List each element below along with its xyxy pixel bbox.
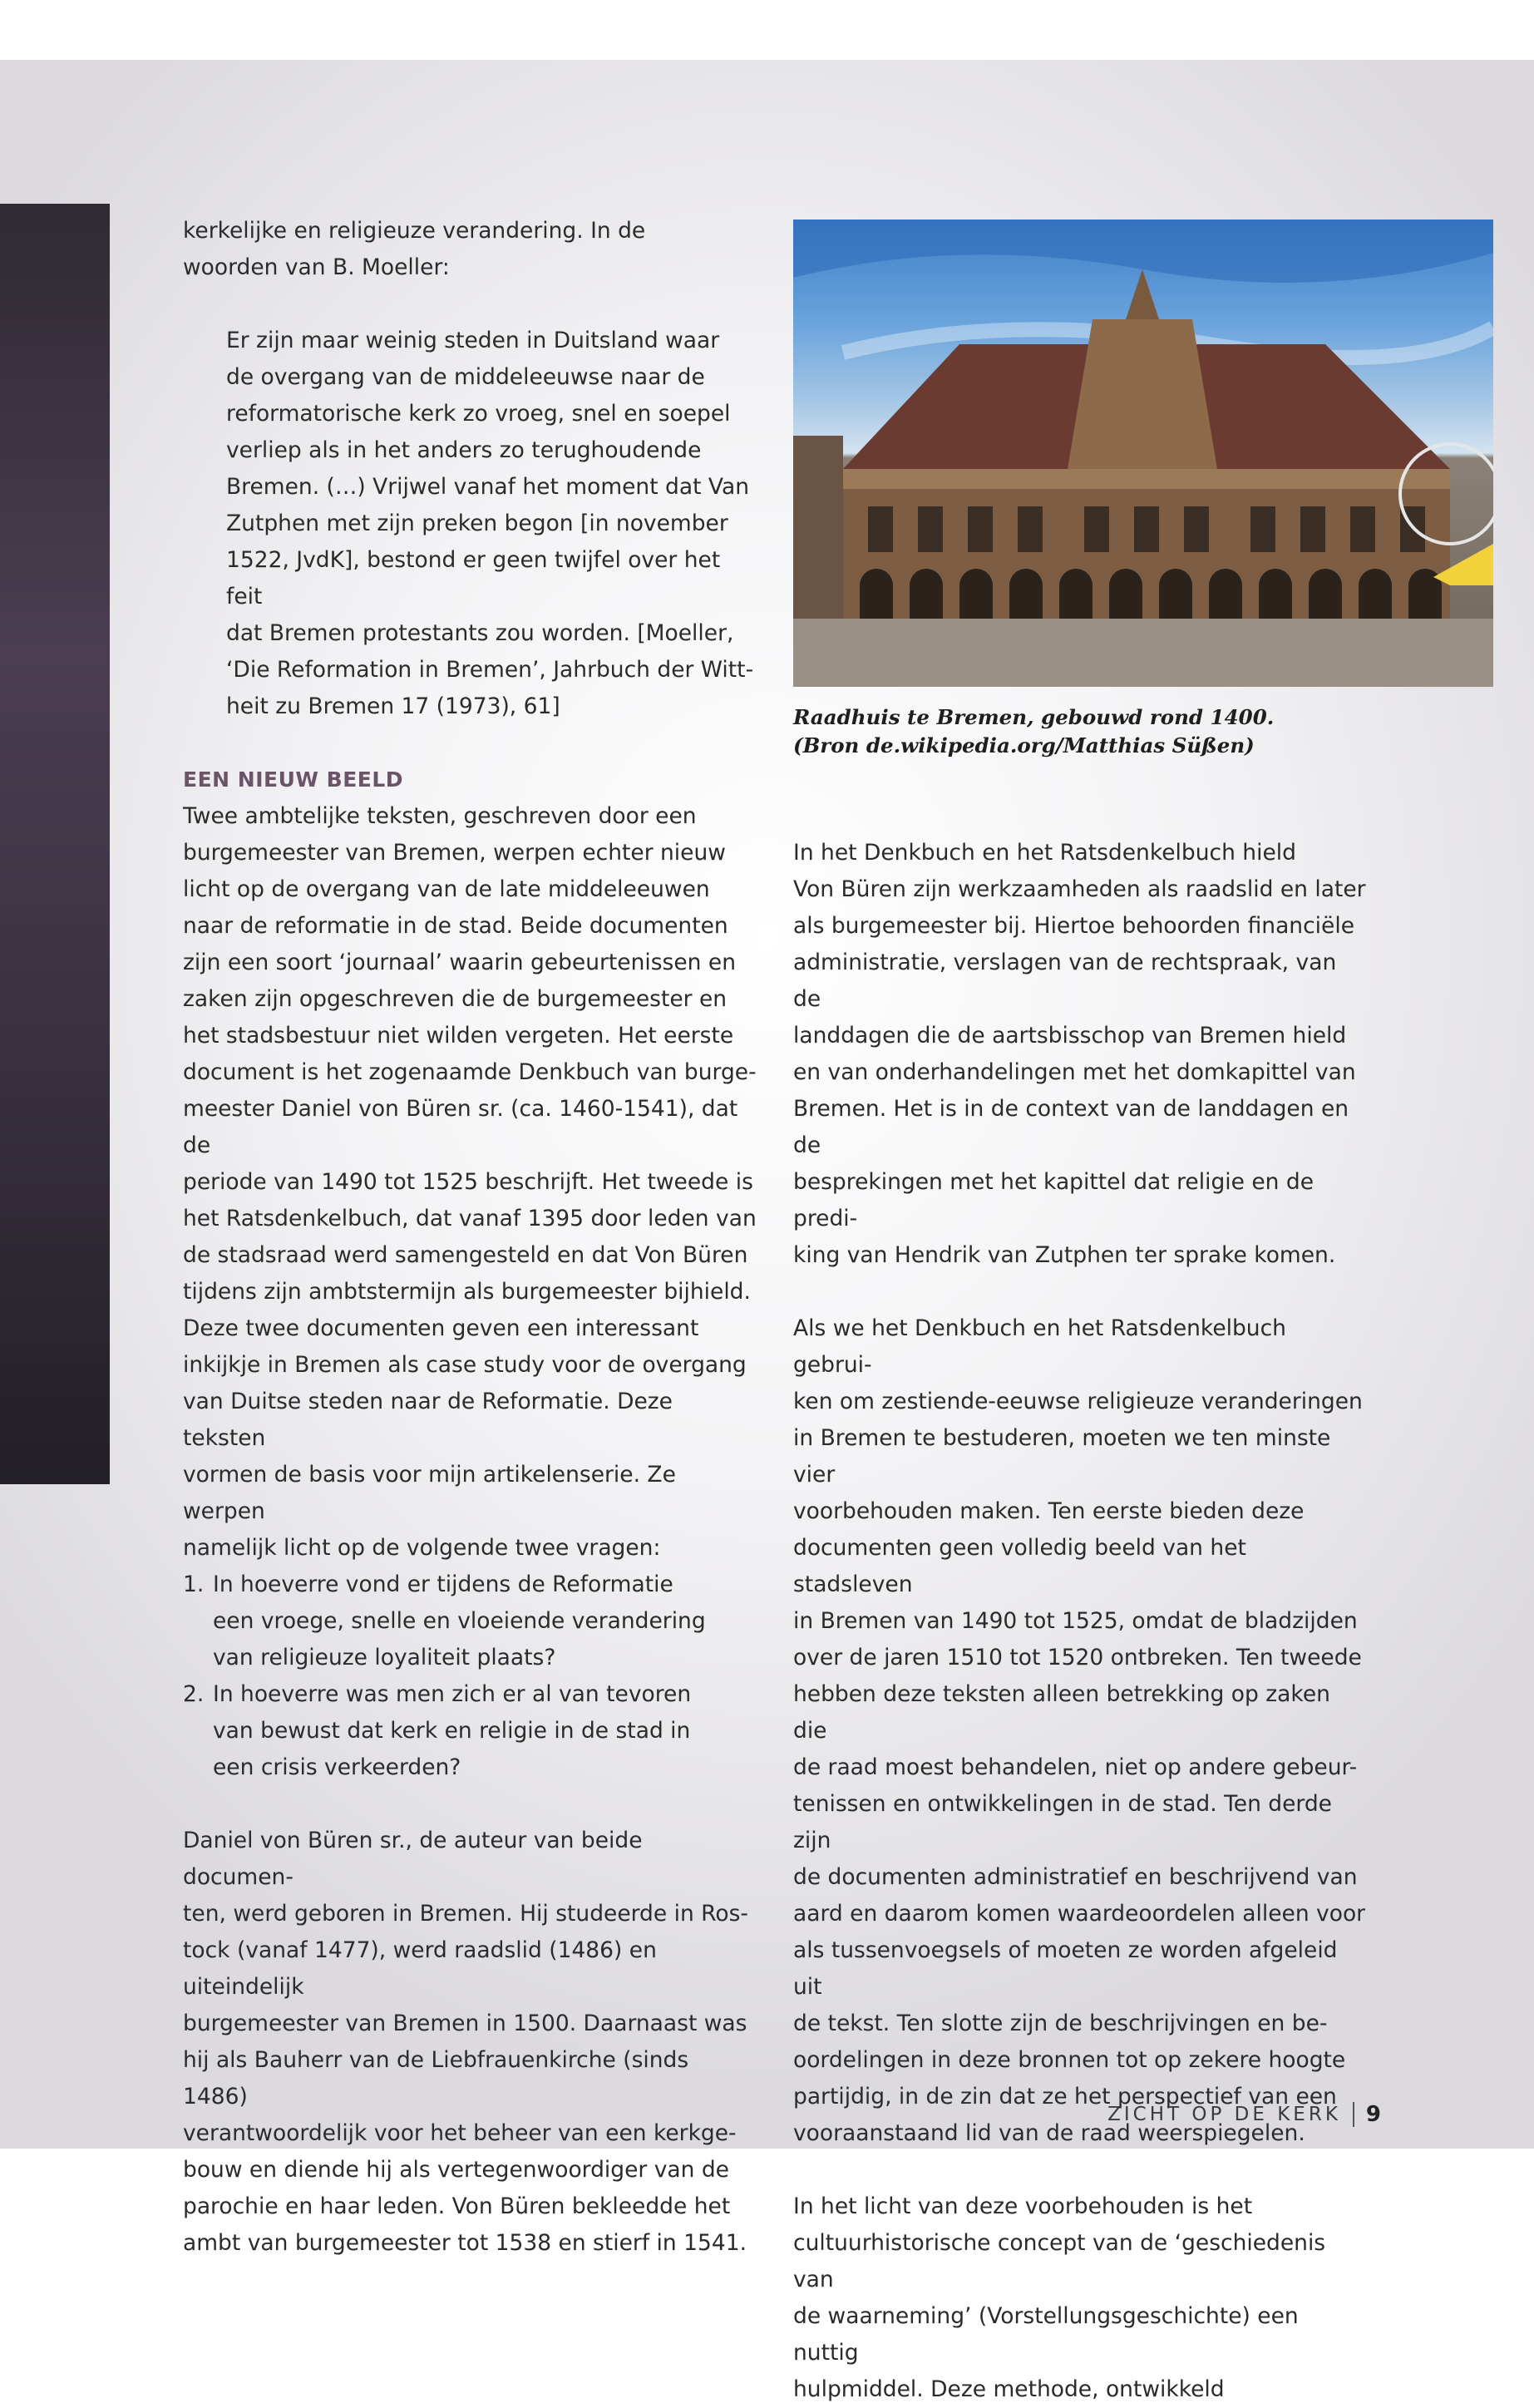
text-line: tijdens zijn ambtstermijn als burgemeester bijhield. [183,1279,751,1305]
text-line: het stadsbestuur niet wilden vergeten. Het eerste [183,1023,734,1049]
text-line: de tekst. Ten slotte zijn de beschrijvingen en be- [793,2011,1328,2036]
caption-line: Raadhuis te Bremen, gebouwd rond 1400. [793,705,1275,729]
text-line: parochie en haar leden. Von Büren bekleedde het [183,2193,731,2219]
text-line: Von Büren zijn werkzaamheden als raadslid en later [793,876,1366,902]
text-line: Deze twee documenten geven een interessant [183,1315,699,1341]
text-line: documenten geen volledig beeld van het stadsleven [793,1535,1246,1597]
quote-line: verliep als in het anders zo terughoudende [226,437,702,463]
text-line: de stadsraad werd samengesteld en dat Von Büren [183,1242,748,1268]
list-item [183,1676,757,1786]
text-line: document is het zogenaamde Denkbuch van burge- [183,1059,757,1085]
body-paragraph [183,798,757,1567]
quote-line: de overgang van de middeleeuwse naar de [226,364,705,390]
right-column [793,835,1367,2408]
text-line: voorbehouden maken. Ten eerste bieden deze [793,1498,1305,1524]
text-line: verantwoordelijk voor het beheer van een kerkge- [183,2120,737,2146]
text-line: ten, werd geboren in Bremen. Hij studeerde in Ros- [183,1901,748,1927]
text-line: cultuurhistorische concept van de ‘geschiedenis van [793,2230,1326,2292]
text-line: als tussenvoegsels of moeten ze worden afgeleid uit [793,1937,1338,2000]
quote-line: ‘Die Reformation in Bremen’, Jahrbuch der Witt- [226,657,754,683]
text-line: Bremen. Het is in de context van de landdagen en de [793,1096,1349,1158]
text-line: In het Denkbuch en het Ratsdenkelbuch hield [793,840,1296,866]
text-line: hij als Bauherr van de Liebfrauenkirche (sinds 1486) [183,2047,689,2109]
text-line: in Bremen te bestuderen, moeten we ten minste vier [793,1425,1331,1488]
quote-line: heit zu Bremen 17 (1973), 61] [226,693,560,719]
text-line: als burgemeester bij. Hiertoe behoorden financiële [793,913,1354,939]
text-line: namelijk licht op de volgende twee vragen: [183,1535,661,1561]
body-paragraph [183,1823,757,2262]
body-paragraph [793,2188,1367,2408]
text-line: een crisis verkeerden? [213,1754,461,1780]
list-item [183,1567,757,1676]
text-line: burgemeester van Bremen, werpen echter nieuw [183,840,726,866]
text-line: de raad moest behandelen, niet op andere gebeur- [793,1754,1358,1780]
body-paragraph [793,1310,1367,2152]
block-quote [183,323,757,725]
text-line: In hoeverre was men zich er al van tevoren [213,1681,692,1707]
text-line: king van Hendrik van Zutphen ter sprake komen. [793,1242,1336,1268]
text-line: de documenten administratief en beschrijvend van [793,1864,1358,1890]
quote-line: dat Bremen protestants zou worden. [Moeller, [226,620,734,646]
text-line: ambt van burgemeester tot 1538 en stierf in 1541. [183,2230,747,2256]
quote-line: 1522, JvdK], bestond er geen twijfel over het feit [226,547,721,609]
page-number: 9 [1365,2102,1381,2127]
text-line: landdagen die de aartsbisschop van Bremen hield [793,1023,1347,1049]
page-footer [1107,2100,1381,2129]
magazine-title: ZICHT OP DE KERK [1107,2104,1341,2125]
text-line: van Duitse steden naar de Reformatie. Deze teksten [183,1389,673,1451]
text-line: kerkelijke en religieuze verandering. In de [183,218,646,244]
text-line: tock (vanaf 1477), werd raadslid (1486) en uiteindelijk [183,1937,657,2000]
photo-caption [793,703,1493,760]
text-line: vooraanstaand lid van de raad weerspiegelen. [793,2120,1305,2146]
text-line: burgemeester van Bremen in 1500. Daarnaast was [183,2011,747,2036]
quote-line: Bremen. (…) Vrijwel vanaf het moment dat Van [226,474,750,500]
text-line: ken om zestiende-eeuwse religieuze veranderingen [793,1389,1363,1414]
text-line: administratie, verslagen van de rechtspraak, van de [793,950,1337,1012]
text-line: vormen de basis voor mijn artikelenserie. Ze werpen [183,1462,676,1524]
text-line: van bewust dat kerk en religie in de stad in [213,1718,691,1744]
text-line: In hoeverre vond er tijdens de Reformatie [213,1572,673,1597]
intro-paragraph [183,213,757,286]
text-line: woorden van B. Moeller: [183,254,450,280]
text-line: en van onderhandelingen met het domkapittel van [793,1059,1356,1085]
text-line: oordelingen in deze bronnen tot op zekere hoogte [793,2047,1346,2073]
text-line: over de jaren 1510 tot 1520 ontbreken. Ten tweede [793,1645,1362,1670]
text-line: periode van 1490 tot 1525 beschrijft. Het tweede is [183,1169,753,1195]
text-line: Daniel von Büren sr., de auteur van beide documen- [183,1828,643,1890]
town-hall-illustration [793,220,1493,687]
quote-line: Zutphen met zijn preken begon [in november [226,511,728,536]
text-line: een vroege, snelle en vloeiende verandering [213,1608,706,1634]
text-line: de waarneming’ (Vorstellungsgeschichte) een nuttig [793,2303,1299,2366]
list-number: 1. [183,1572,205,1597]
text-line: licht op de overgang van de late middeleeuwen [183,876,710,902]
text-line: zijn een soort ‘journaal’ waarin gebeurtenissen en [183,950,736,975]
quote-line: reformatorische kerk zo vroeg, snel en soepel [226,401,731,427]
text-line: in Bremen van 1490 tot 1525, omdat de bladzijden [793,1608,1358,1634]
text-line: partijdig, in de zin dat ze het perspectief van een [793,2084,1337,2109]
section-heading: EEN NIEUW BEELD [183,767,404,792]
left-column [183,213,757,2262]
text-line: naar de reformatie in de stad. Beide documenten [183,913,728,939]
text-line: In het licht van deze voorbehouden is het [793,2193,1253,2219]
text-line: hebben deze teksten alleen betrekking op zaken die [793,1681,1330,1744]
text-line: van religieuze loyaliteit plaats? [213,1645,556,1670]
text-line: aard en daarom komen waardeoordelen alleen voor [793,1901,1366,1927]
text-line: zaken zijn opgeschreven die de burgemeester en [183,986,728,1012]
text-line: bouw en diende hij als vertegenwoordiger van de [183,2157,729,2183]
text-line: hulpmiddel. Deze methode, ontwikkeld [793,2376,1225,2402]
caption-line: (Bron de.wikipedia.org/Matthias Süßen) [793,733,1255,757]
town-hall-photo [793,220,1493,687]
list-number: 2. [183,1681,205,1707]
text-line: Twee ambtelijke teksten, geschreven door een [183,803,697,829]
text-line: besprekingen met het kapittel dat religie en de predi- [793,1169,1315,1231]
decorative-sidebar-bar [0,204,110,1484]
text-line: inkijkje in Bremen als case study voor de overgang [183,1352,747,1378]
quote-line: Er zijn maar weinig steden in Duitsland waar [226,328,720,353]
text-line: meester Daniel von Büren sr. (ca. 1460-1541), dat de [183,1096,738,1158]
text-line: tenissen en ontwikkelingen in de stad. Ten derde zijn [793,1791,1332,1853]
body-paragraph [793,835,1367,1274]
footer-divider [1353,2102,1354,2127]
text-line: het Ratsdenkelbuch, dat vanaf 1395 door leden van [183,1206,757,1231]
numbered-list [183,1567,757,1786]
text-line: Als we het Denkbuch en het Ratsdenkelbuch gebrui- [793,1315,1286,1378]
